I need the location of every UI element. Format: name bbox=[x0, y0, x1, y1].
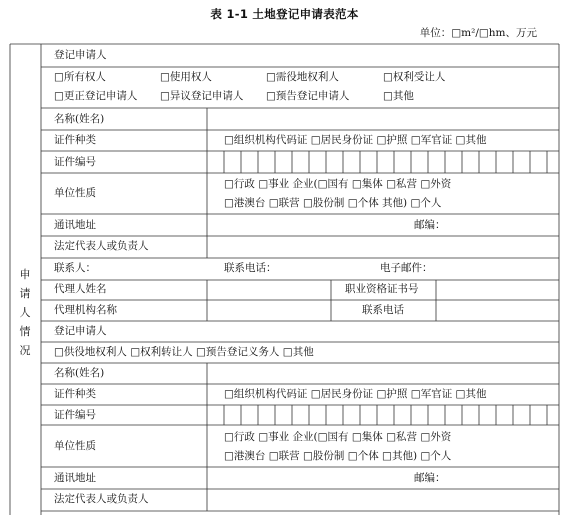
qualification-label: 职业资格证书号 bbox=[345, 283, 419, 295]
id-type-options-2[interactable]: □组织机构代码证 □居民身份证 □护照 □军官证 □其他 bbox=[224, 388, 487, 400]
unit-nature-options-1[interactable]: □行政 □事业 企业(□国有 □集体 □私营 □外资 bbox=[224, 178, 452, 190]
postcode-label: 邮编： bbox=[414, 219, 446, 231]
checkbox-objection[interactable]: □异议登记申请人 bbox=[160, 90, 244, 102]
unit-line: 单位：□m²/□hm、万元 bbox=[419, 27, 537, 39]
checkbox-user-right[interactable]: □使用权人 bbox=[160, 71, 212, 83]
unit-nature-options-4[interactable]: □港澳台 □联营 □股份制 □个体 □其他) □个人 bbox=[224, 450, 452, 462]
applicant-heading-2: 登记申请人 bbox=[54, 325, 107, 337]
id-type-label-2: 证件种类 bbox=[54, 388, 96, 400]
id-number-label-2: 证件编号 bbox=[54, 409, 96, 421]
checkbox-dominant-estate[interactable]: □需役地权利人 bbox=[266, 71, 339, 83]
unit-nature-options-2[interactable]: □港澳台 □联营 □股份制 □个体 其他) □个人 bbox=[224, 197, 442, 209]
agency-name-label: 代理机构名称 bbox=[54, 304, 117, 316]
checkbox-other[interactable]: □其他 bbox=[383, 90, 414, 102]
id-type-label: 证件种类 bbox=[54, 134, 96, 146]
agency-phone-label: 联系电话 bbox=[362, 304, 404, 316]
unit-nature-label-2: 单位性质 bbox=[54, 440, 96, 452]
checkbox-owner[interactable]: □所有权人 bbox=[54, 71, 106, 83]
checkbox-correction[interactable]: □更正登记申请人 bbox=[54, 90, 138, 102]
id-type-options[interactable]: □组织机构代码证 □居民身份证 □护照 □军官证 □其他 bbox=[224, 134, 487, 146]
phone-label: 联系电话： bbox=[224, 262, 277, 274]
agent-name-label: 代理人姓名 bbox=[54, 283, 107, 295]
name-label: 名称(姓名) bbox=[54, 113, 105, 125]
applicant-heading: 登记申请人 bbox=[54, 49, 107, 61]
email-label: 电子邮件： bbox=[380, 262, 433, 274]
address-label-2: 通讯地址 bbox=[54, 472, 96, 484]
legal-rep-label: 法定代表人或负责人 bbox=[54, 240, 149, 252]
name-label-2: 名称(姓名) bbox=[54, 367, 105, 379]
document-title: 表 1-1 土地登记申请表范本 bbox=[210, 7, 359, 21]
checkbox-advance-notice[interactable]: □预告登记申请人 bbox=[266, 90, 350, 102]
postcode-label-2: 邮编： bbox=[414, 472, 446, 484]
id-number-label: 证件编号 bbox=[54, 156, 96, 168]
checkbox-transferee[interactable]: □权利受让人 bbox=[383, 71, 446, 83]
address-label: 通讯地址 bbox=[54, 219, 96, 231]
contact-label: 联系人： bbox=[54, 262, 96, 274]
unit-nature-label: 单位性质 bbox=[54, 187, 96, 199]
obligor-options[interactable]: □供役地权利人 □权利转让人 □预告登记义务人 □其他 bbox=[54, 346, 314, 358]
applicant-side-label: 申请人情况 bbox=[19, 268, 31, 357]
legal-rep-label-2: 法定代表人或负责人 bbox=[54, 493, 149, 505]
unit-nature-options-3[interactable]: □行政 □事业 企业(□国有 □集体 □私营 □外资 bbox=[224, 431, 452, 443]
